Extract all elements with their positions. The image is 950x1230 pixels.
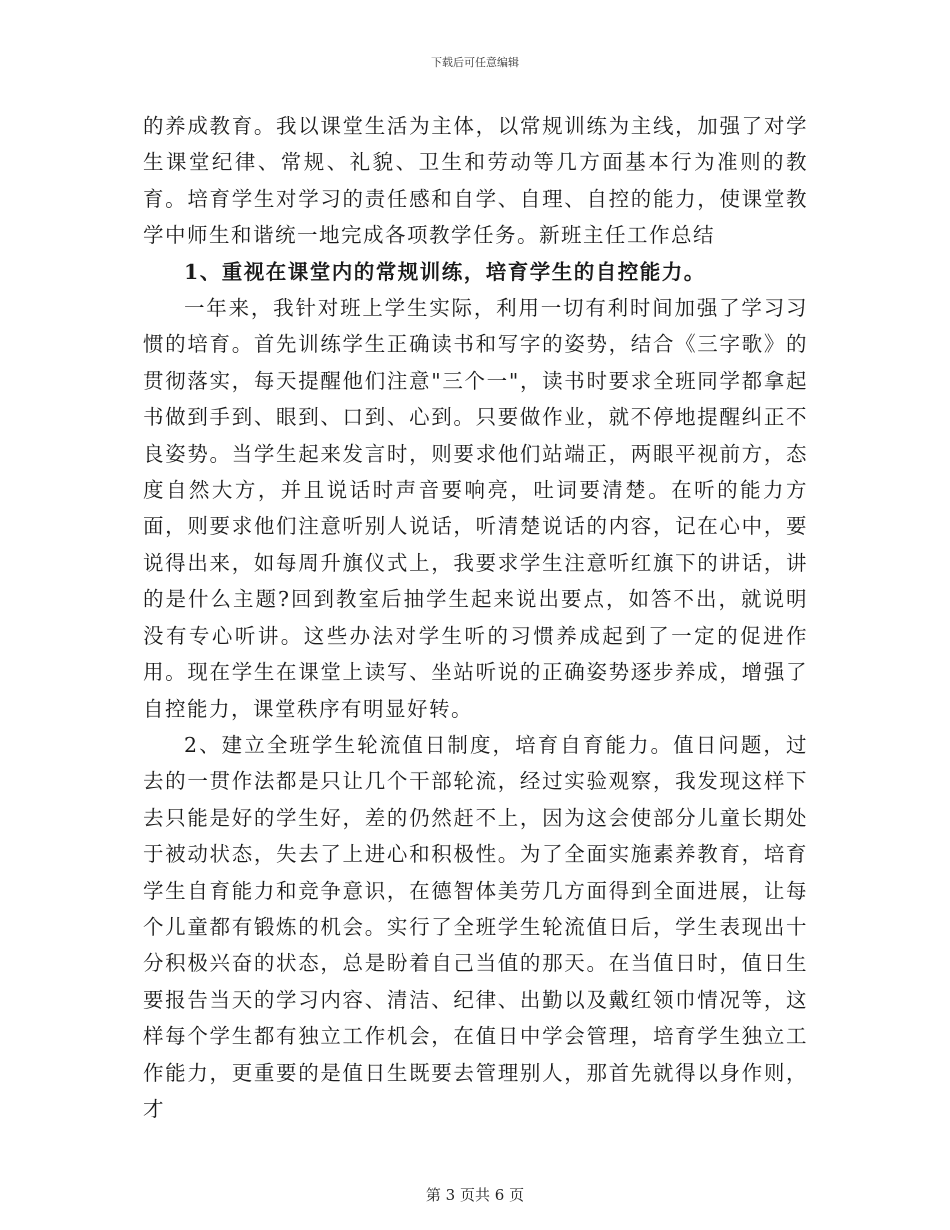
paragraph-section-2: 2、建立全班学生轮流值日制度，培育自育能力。值日问题，过去的一贯作法都是只让几个干部轮流，经过实验观察，我发现这样下去只能是好的学生好，差的仍然赶不上，因为这会使部分儿童长期处于被动状态，失去了上进心和积极性。为了全面实施素养教育，培育学生自育能力和竞争意识，在德智体美劳几方面得到全面进展，让每个儿童都有锻炼的机会。实行了全班学生轮流值日后，学生表现出十分积极兴奋的状态，总是盼着自己当值的那天。在当值日时，值日生要报告当天的学习内容、清洁、纪律、出勤以及戴红领巾情况等，这样每个学生都有独立工作机会，在值日中学会管理，培育学生独立工作能力，更重要的是值日生既要去管理别人，那首先就得以身作则，才 — [143, 732, 808, 1121]
page-footer: 第 3 页共 6 页 — [425, 1186, 525, 1204]
document-body — [143, 108, 808, 1127]
section-heading-1: 1、重视在课堂内的常规训练，培育学生的自控能力。 — [184, 259, 706, 284]
page-header: 下载后可任意编辑 — [431, 56, 519, 69]
paragraph-intro: 的养成教育。我以课堂生活为主体，以常规训练为主线，加强了对学生课堂纪律、常规、礼貌、卫生和劳动等几方面基本行为准则的教育。培育学生对学习的责任感和自学、自理、自控的能力，使课堂教学中师生和谐统一地完成各项教学任务。新班主任工作总结 — [143, 114, 808, 248]
paragraph-section-1: 一年来，我针对班上学生实际，利用一切有利时间加强了学习习惯的培育。首先训练学生正确读书和写字的姿势，结合《三字歌》的贯彻落实，每天提醒他们注意"三个一"，读书时要求全班同学都拿起书做到手到、眼到、口到、心到。只要做作业，就不停地提醒纠正不良姿势。当学生起来发言时，则要求他们站端正，两眼平视前方，态度自然大方，并且说话时声音要响亮，吐词要清楚。在听的能力方面，则要求他们注意听别人说话，听清楚说话的内容，记在心中，要说得出来，如每周升旗仪式上，我要求学生注意听红旗下的讲话，讲的是什么主题?回到教室后抽学生起来说出要点，如答不出，就说明没有专心听讲。这些办法对学生听的习惯养成起到了一定的促进作用。现在学生在课堂上读写、坐站听说的正确姿势逐步养成，增强了自控能力，课堂秩序有明显好转。 — [143, 296, 808, 721]
